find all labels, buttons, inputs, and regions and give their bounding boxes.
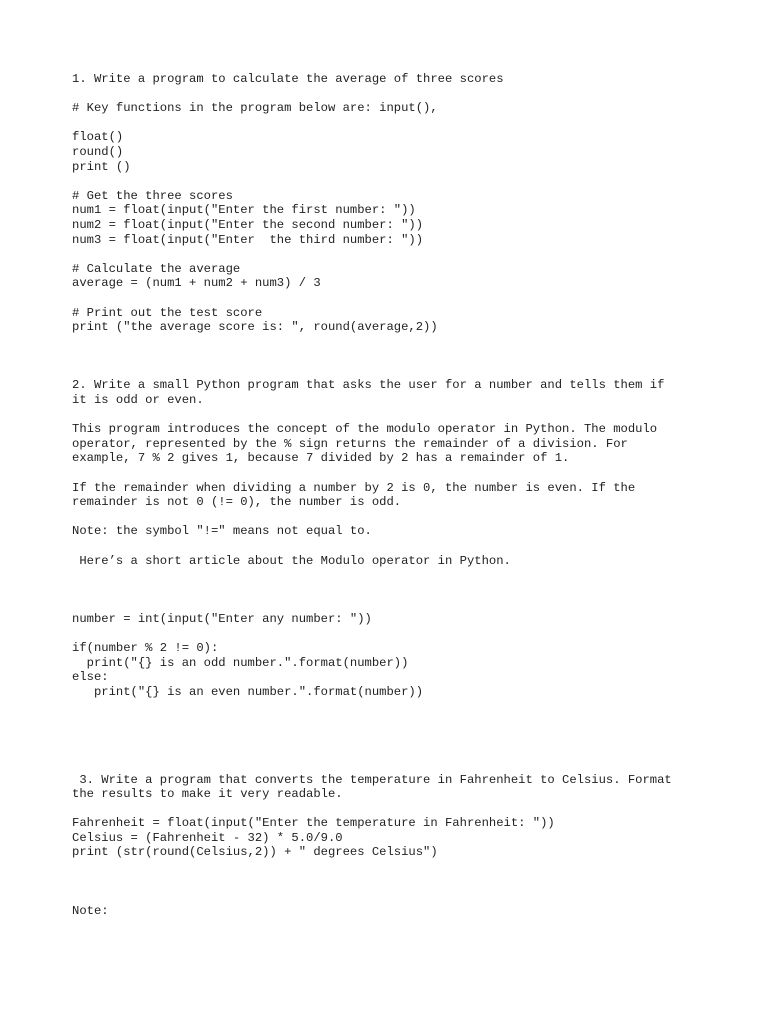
code-line: round() [72, 144, 124, 159]
paragraph-line: If the remainder when dividing a number by 2 is 0, the number is even. If the [72, 480, 636, 495]
blank-line [72, 743, 712, 758]
blank-line [72, 510, 712, 525]
question-1-heading: 1. Write a program to calculate the average of three scores [72, 72, 504, 86]
blank-line [72, 87, 712, 102]
blank-line [72, 291, 712, 306]
blank-line [72, 364, 712, 379]
blank-line [72, 583, 712, 598]
question-2-heading: 2. Write a small Python program that asks the user for a number and tells them if [72, 378, 665, 393]
blank-line [72, 875, 712, 890]
note-line: Note: the symbol "!=" means not equal to. [72, 524, 372, 539]
blank-line [72, 568, 712, 583]
blank-line [72, 729, 712, 744]
blank-line [72, 802, 712, 817]
comment-line: # Calculate the average [72, 261, 241, 276]
blank-line [72, 758, 712, 773]
blank-line [72, 700, 712, 715]
code-line: print (str(round(Celsius,2)) + " degrees Celsius") [72, 845, 438, 860]
code-line: num3 = float(input("Enter the third number: ")) [72, 232, 424, 247]
blank-line [72, 597, 712, 612]
blank-line [72, 889, 712, 904]
paragraph-line: remainder is not 0 (!= 0), the number is odd. [72, 495, 402, 510]
comment-line: # Print out the test score [72, 305, 263, 320]
code-line: num2 = float(input("Enter the second number: ")) [72, 217, 424, 232]
comment-line: # Key functions in the program below are: input(), [72, 101, 438, 116]
question-2-heading-cont: it is odd or even. [72, 393, 204, 408]
code-line: float() [72, 130, 124, 145]
blank-line [72, 335, 712, 350]
code-line: if(number % 2 != 0): [72, 641, 219, 656]
blank-line [72, 714, 712, 729]
note-label: Note: [72, 903, 109, 918]
comment-line: # Get the three scores [72, 188, 233, 203]
code-line: Celsius = (Fahrenheit - 32) * 5.0/9.0 [72, 830, 343, 845]
paragraph-line: operator, represented by the % sign returns the remainder of a division. For [72, 436, 628, 451]
blank-line [72, 408, 712, 423]
blank-line [72, 247, 712, 262]
code-line: average = (num1 + num2 + num3) / 3 [72, 276, 321, 291]
blank-line [72, 627, 712, 642]
code-line: print ("the average score is: ", round(average,2)) [72, 320, 438, 335]
blank-line [72, 539, 712, 554]
blank-line [72, 116, 712, 131]
question-3-heading-cont: the results to make it very readable. [72, 787, 343, 802]
code-line: print("{} is an odd number.".format(number)) [72, 655, 409, 670]
code-line: Fahrenheit = float(input("Enter the temperature in Fahrenheit: ")) [72, 816, 555, 831]
blank-line [72, 466, 712, 481]
question-3-heading: 3. Write a program that converts the temperature in Fahrenheit to Celsius. Format [72, 772, 672, 787]
code-line: number = int(input("Enter any number: ")) [72, 611, 372, 626]
paragraph-line: This program introduces the concept of the modulo operator in Python. The modulo [72, 422, 658, 437]
code-line: else: [72, 670, 109, 685]
blank-line [72, 860, 712, 875]
paragraph-line: example, 7 % 2 gives 1, because 7 divided by 2 has a remainder of 1. [72, 451, 570, 466]
blank-line [72, 349, 712, 364]
code-line: print () [72, 159, 131, 174]
blank-line [72, 174, 712, 189]
article-reference: Here’s a short article about the Modulo operator in Python. [72, 553, 511, 568]
code-line: num1 = float(input("Enter the first number: ")) [72, 203, 416, 218]
document-page [72, 72, 712, 918]
code-line: print("{} is an even number.".format(number)) [72, 684, 424, 699]
